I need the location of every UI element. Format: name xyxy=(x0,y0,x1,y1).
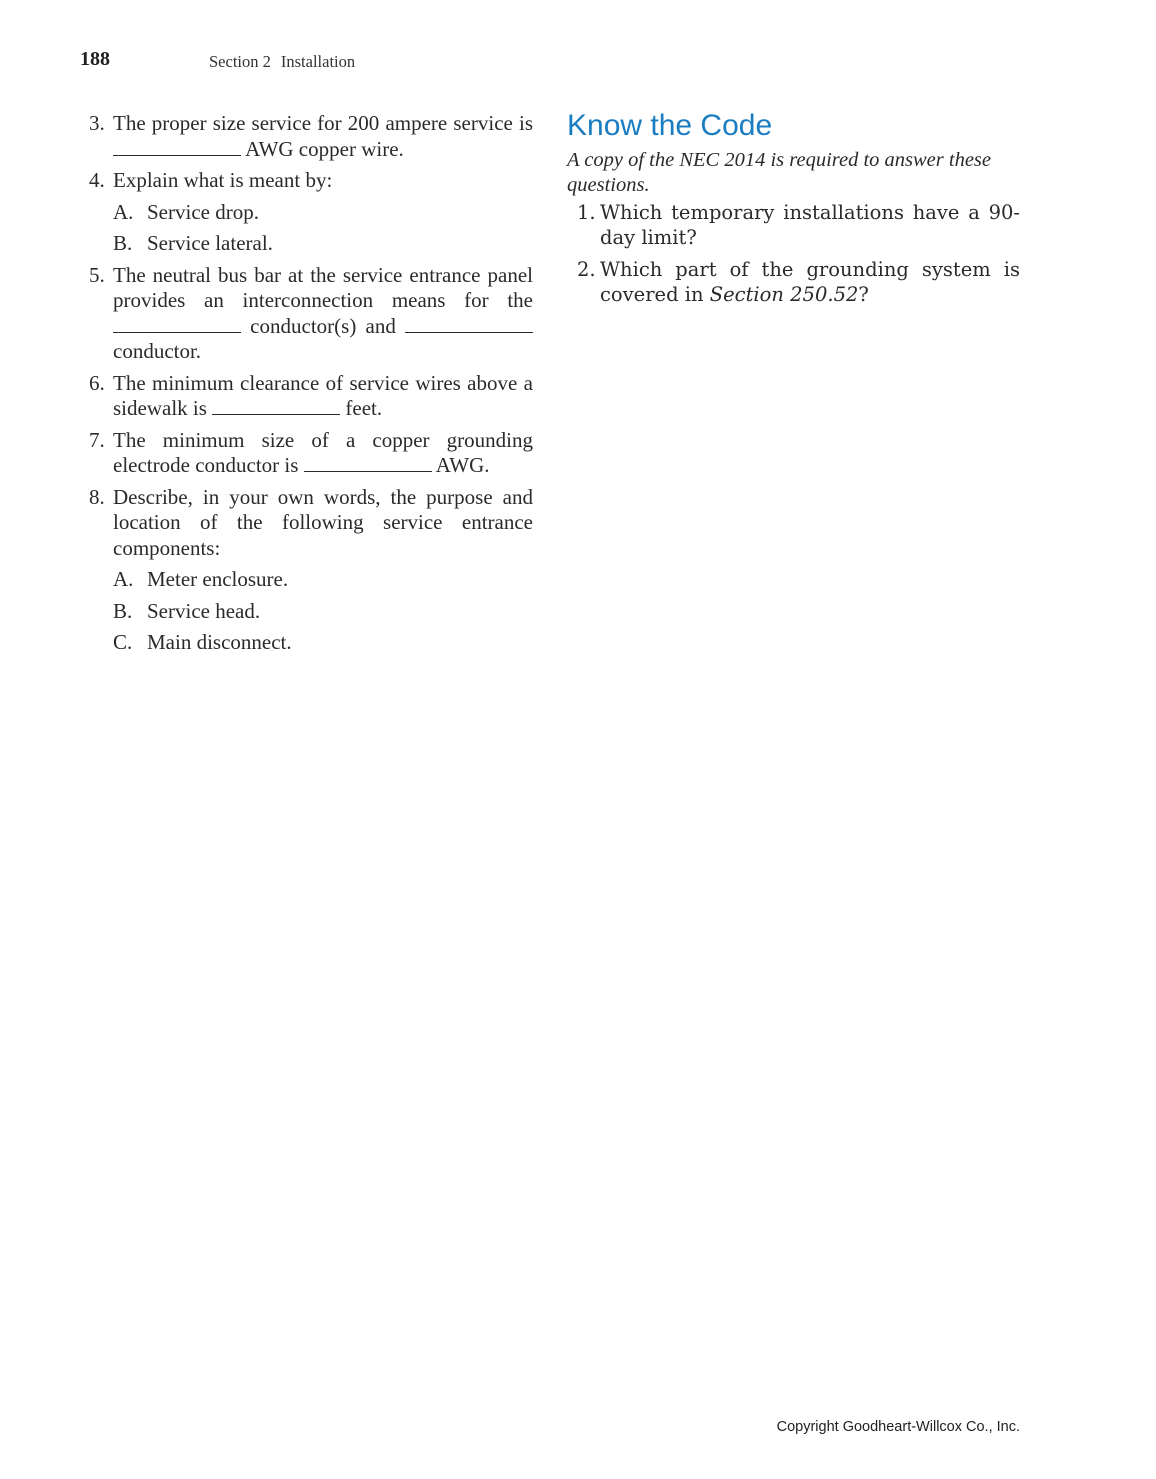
question-text: Explain what is meant by: xyxy=(113,168,333,192)
question-text-part: ? xyxy=(858,283,869,306)
question-text-part: The neutral bus bar at the service entrance panel provides an interconnection means for the xyxy=(113,262,533,312)
question-number: 6. xyxy=(89,370,105,395)
sub-letter: A. xyxy=(113,567,134,591)
answer-blank xyxy=(304,453,432,472)
section-title: Installation xyxy=(280,52,356,71)
section-label: Section 2 xyxy=(209,52,271,71)
sub-item xyxy=(113,231,533,257)
review-questions xyxy=(84,111,533,662)
sub-item xyxy=(113,567,533,593)
question-5 xyxy=(84,263,533,365)
sub-text: Main disconnect. xyxy=(147,630,292,654)
sub-list xyxy=(113,567,533,656)
question-number: 3. xyxy=(89,111,105,135)
copyright-notice: Copyright Goodheart-Willcox Co., Inc. xyxy=(776,1419,1020,1435)
know-the-code-section xyxy=(567,108,1020,314)
answer-blank xyxy=(212,396,340,415)
sub-letter: C. xyxy=(113,630,133,654)
question-8 xyxy=(84,485,533,656)
sub-list xyxy=(113,200,533,257)
question-text-part: AWG copper wire. xyxy=(241,136,404,161)
sub-item xyxy=(113,599,533,625)
code-question-2 xyxy=(567,257,1020,307)
question-text xyxy=(113,111,533,162)
page-header xyxy=(80,48,1060,78)
question-number: 8. xyxy=(89,484,105,509)
page-number: 188 xyxy=(80,48,110,70)
sub-text: Service lateral. xyxy=(147,231,273,255)
question-text-part: Which part of the grounding system is covered in xyxy=(600,258,1020,306)
question-text xyxy=(113,371,533,422)
answer-blank xyxy=(405,314,533,333)
question-text xyxy=(113,263,533,365)
question-6 xyxy=(84,371,533,422)
question-number: 4. xyxy=(89,168,105,192)
sub-text: Service drop. xyxy=(147,199,259,224)
question-text-part: conductor(s) and xyxy=(241,313,405,338)
question-text-part: conductor. xyxy=(113,339,202,363)
sub-letter: B. xyxy=(113,231,133,255)
sub-text: Meter enclosure. xyxy=(147,567,289,591)
question-number: 1. xyxy=(577,201,596,224)
question-text-part: feet. xyxy=(340,396,383,420)
question-text-part: AWG. xyxy=(431,453,490,477)
question-text: Which temporary installations have a 90-day limit? xyxy=(600,201,1020,249)
answer-blank xyxy=(113,314,241,333)
question-number: 5. xyxy=(89,262,105,287)
question-text xyxy=(113,428,533,479)
question-text xyxy=(600,258,1020,306)
question-7 xyxy=(84,428,533,479)
sub-item xyxy=(113,200,533,226)
sub-item xyxy=(113,630,533,656)
code-section-reference: Section 250.52 xyxy=(709,283,859,306)
sub-letter: A. xyxy=(113,199,134,224)
question-number: 2. xyxy=(577,258,596,281)
question-text: Describe, in your own words, the purpose and location of the following service entrance components: xyxy=(113,484,533,560)
know-the-code-heading: Know the Code xyxy=(567,109,773,142)
question-4 xyxy=(84,168,533,257)
know-the-code-intro: A copy of the NEC 2014 is required to answer these questions. xyxy=(567,149,992,196)
running-head xyxy=(209,52,355,72)
sub-letter: B. xyxy=(113,598,133,623)
code-question-1 xyxy=(567,200,1020,250)
answer-blank xyxy=(113,137,241,156)
question-number: 7. xyxy=(89,427,105,452)
question-text-part: The minimum clearance of service wires above a sidewalk is xyxy=(113,370,533,420)
question-text-part: The minimum size of a copper grounding electrode conductor is xyxy=(113,427,533,477)
sub-text: Service head. xyxy=(147,598,261,623)
question-text-part: The proper size service for 200 ampere service is xyxy=(113,111,533,135)
question-3 xyxy=(84,111,533,162)
